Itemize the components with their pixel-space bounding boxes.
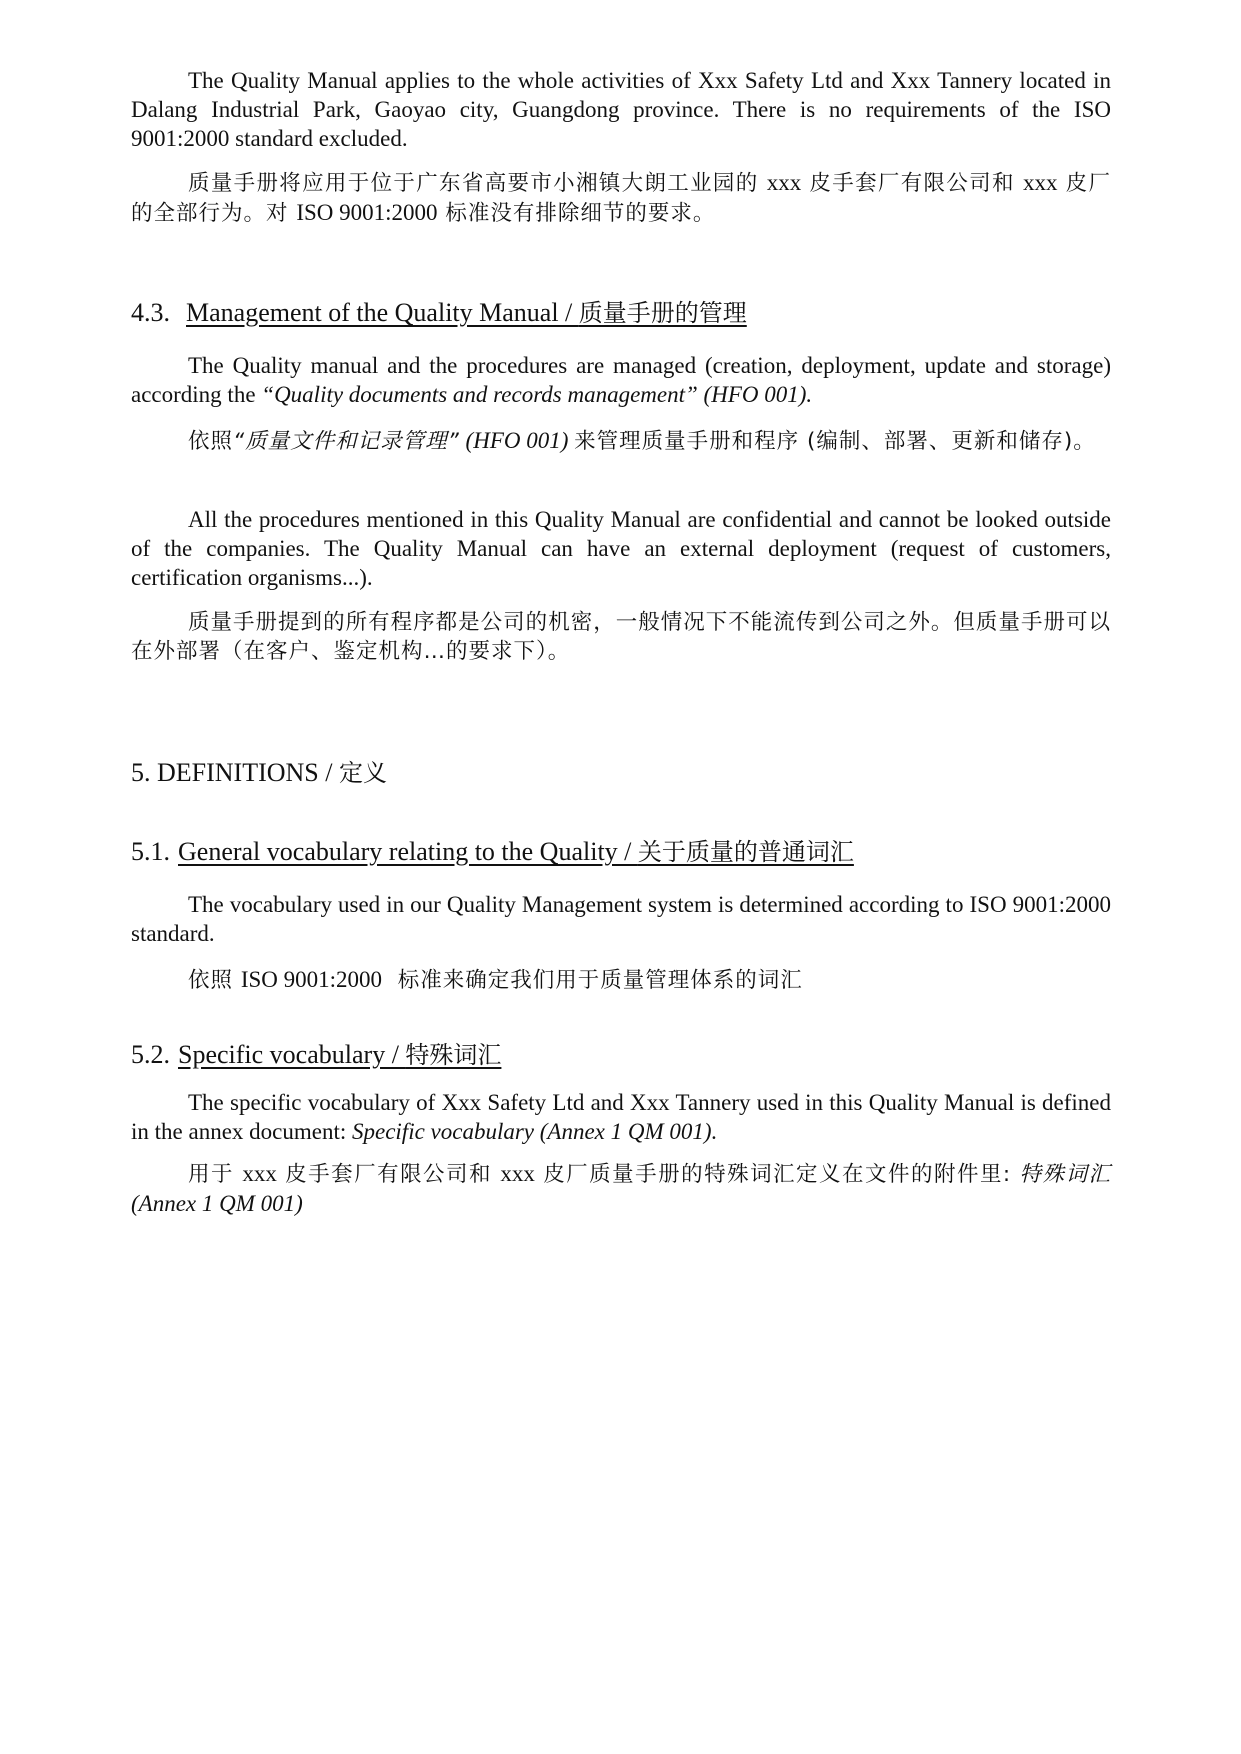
section-4-3-heading: 4.3. Management of the Quality Manual / 质量手册的管理 [131, 298, 747, 327]
section-4-3-paragraph-1: The Quality manual and the procedures are managed (creation, deployment, update and storage) according the “Quality documents and records management” (HFO 001). [131, 353, 1111, 407]
section-5-2-paragraph-1: The specific vocabulary of Xxx Safety Ltd and Xxx Tannery used in this Quality Manual is defined in the annex document: Specific vocabulary (Annex 1 QM 001). [131, 1090, 1111, 1144]
section-5-2-paragraph-2: 用于 xxx 皮手套厂有限公司和 xxx 皮厂质量手册的特殊词汇定义在文件的附件里: 特殊词汇(Annex 1 QM 001) [131, 1161, 1111, 1216]
section-4-3-paragraph-2: 依照“质量文件和记录管理” (HFO 001) 来管理质量手册和程序 (编制、部署、更新和储存)。 [188, 428, 1096, 454]
section-5-1-heading: 5.1. General vocabulary relating to the Quality / 关于质量的普通词汇 [131, 837, 854, 866]
intro-paragraph-en: The Quality Manual applies to the whole activities of Xxx Safety Ltd and Xxx Tannery located in Dalang Industrial Park, Gaoyao city, Guangdong province. There is no requirements of the ISO 9001:2000 standard excluded. [131, 68, 1111, 151]
intro-paragraph-cn: 质量手册将应用于位于广东省高要市小湘镇大朗工业园的 xxx 皮手套厂有限公司和 xxx 皮厂的全部行为。对 ISO 9001:2000 标准没有排除细节的要求。 [131, 170, 1111, 226]
section-5-heading: 5. DEFINITIONS / 定义 [131, 758, 387, 787]
section-4-3-paragraph-3: All the procedures mentioned in this Quality Manual are confidential and cannot be looked outside of the companies. The Quality Manual can have an external deployment (request of customers, certification organisms...). [131, 507, 1111, 590]
section-5-2-heading: 5.2. Specific vocabulary / 特殊词汇 [131, 1040, 502, 1069]
section-5-1-paragraph-1: The vocabulary used in our Quality Management system is determined according to ISO 9001:2000 standard. [131, 892, 1111, 946]
section-5-1-paragraph-2: 依照 ISO 9001:2000 标准来确定我们用于质量管理体系的词汇 [188, 967, 803, 993]
section-4-3-paragraph-4: 质量手册提到的所有程序都是公司的机密，一般情况下不能流传到公司之外。但质量手册可以在外部署（在客户、鉴定机构…的要求下）。 [131, 610, 1111, 664]
